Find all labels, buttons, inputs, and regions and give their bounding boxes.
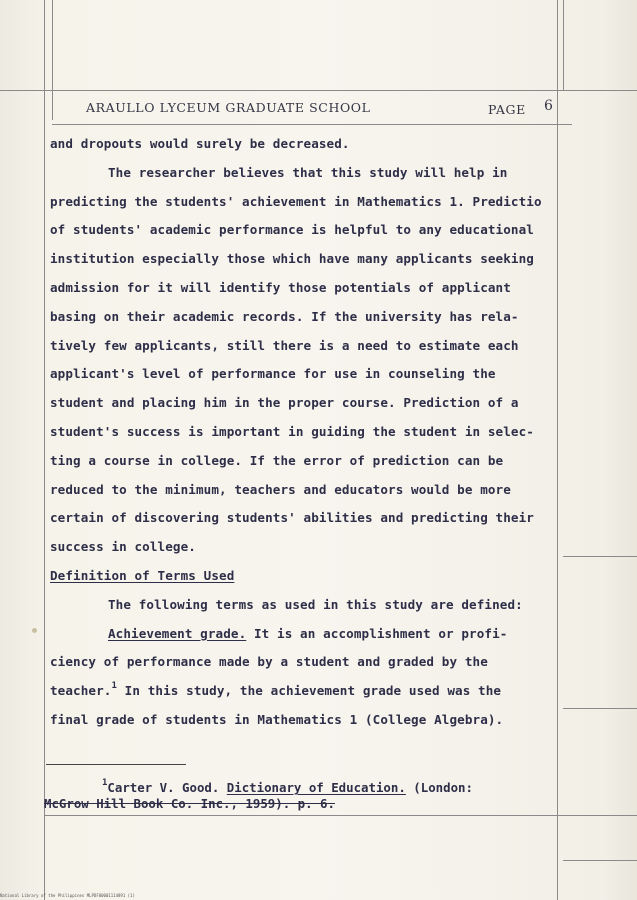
form-rule-right-1 — [563, 556, 637, 557]
text-line: and dropouts would surely be decreased. — [50, 136, 350, 151]
text-line: certain of discovering students' abilities and predicting their — [50, 510, 534, 526]
text-line: student and placing him in the proper course. Prediction of a — [50, 395, 519, 411]
text-fragment: In this study, the achievement grade used was the — [117, 683, 502, 699]
footnote-divider — [46, 764, 186, 765]
page-label: PAGE — [488, 102, 526, 117]
footnote-title: Dictionary of Education. — [226, 780, 406, 795]
term-title: Achievement grade. — [108, 625, 247, 641]
footnote-publisher: McGrow Hill Book Co. Inc., 1959). p. 6. — [44, 796, 335, 811]
text-line: admission for it will identify those potentials of applicant — [50, 279, 511, 295]
text-line: institution especially those which have many applicants seeking — [50, 251, 534, 267]
form-rule-right-3 — [563, 860, 637, 861]
form-rule-top — [0, 90, 637, 91]
text-line: applicant's level of performance for use in counseling the — [50, 366, 496, 382]
page-number: 6 — [544, 98, 554, 114]
form-rule-left-inner — [52, 0, 53, 120]
body-text — [50, 130, 570, 735]
form-rule-right-2 — [563, 708, 637, 709]
form-rule-left — [44, 0, 45, 900]
paper-stain — [32, 628, 37, 633]
footnote-line-1 — [44, 777, 473, 796]
form-rule-bottom — [44, 815, 637, 816]
school-name: ARAULLO LYCEUM GRADUATE SCHOOL — [86, 100, 371, 115]
footnote-place: (London: — [405, 780, 473, 795]
text-line: ciency of performance made by a student and graded by the — [50, 654, 488, 670]
footnote-marker: 1 — [102, 777, 108, 788]
text-line: success in college. — [50, 539, 196, 555]
text-line: The following terms as used in this study are defined: — [108, 596, 523, 612]
text-line: The researcher believes that this study will help in — [108, 164, 508, 180]
footnote-ref: 1 — [111, 680, 117, 691]
section-heading: Definition of Terms Used — [50, 567, 235, 583]
text-line: of students' academic performance is helpful to any educational — [50, 222, 534, 238]
footnote-author: Carter V. Good. — [107, 780, 227, 795]
form-rule-right-inner — [563, 0, 564, 90]
footnote — [44, 777, 473, 812]
text-line: reduced to the minimum, teachers and educators would be more — [50, 481, 511, 497]
text-line: student's success is important in guiding the student in selec- — [50, 423, 534, 439]
term-text: It is an accomplishment or profi- — [246, 625, 508, 641]
scan-label: National Library of the Philippines MLPDF00001114891 (1) — [0, 893, 135, 898]
text-line: predicting the students' achievement in Mathematics 1. Predictio — [50, 193, 542, 209]
text-fragment: teacher. — [50, 683, 112, 699]
term-definition-line — [50, 620, 570, 649]
form-rule-header — [52, 124, 572, 125]
text-line: basing on their academic records. If the university has rela- — [50, 308, 519, 324]
text-line: final grade of students in Mathematics 1 (College Algebra). — [50, 711, 504, 727]
text-line-with-footnote — [50, 677, 570, 706]
text-line: tively few applicants, still there is a need to estimate each — [50, 337, 519, 353]
text-line: ting a course in college. If the error of prediction can be — [50, 452, 504, 468]
